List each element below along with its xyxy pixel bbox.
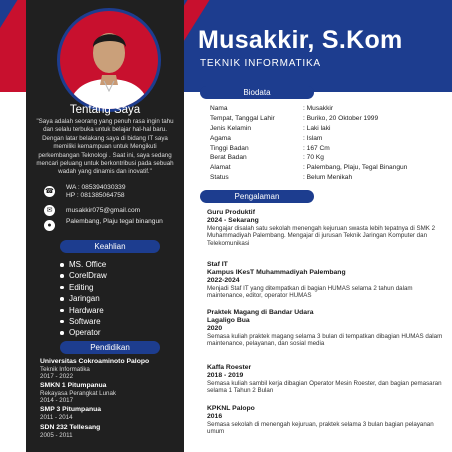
contact-address — [44, 218, 182, 236]
contact-phone — [44, 184, 182, 202]
experience-item: Guru Produktif 2024 - Sekarang Mengajar disalah satu sekolah menengah kejuruan swasta lebih tepatnya di SMK 2 Muhammadiyah Palembang. Mengajar di jurusan Teknik Jaringan Komputer dan Telekomunikasi — [207, 209, 436, 247]
job-title: TEKNIK INFORMATIKA — [200, 58, 321, 69]
education-item: SMKN 1 Pitumpanua Rekayasa Perangkat Lunak 2014 - 2017 — [40, 382, 117, 405]
skill-item: Editing — [60, 282, 107, 293]
skills-list — [60, 259, 107, 339]
education-item: Universitas Cokroaminoto Palopo Teknik Informatika 2017 - 2022 — [40, 358, 150, 381]
experience-item: Praktek Magang di Bandar Udara Lagaligo Bua 2020 Semasa kuliah praktek magang selama 3 bulan di tempatkan dibagian HUMAS dalam maintenance, pelayanan, dan sosial media — [207, 309, 443, 348]
experience-item: Staf IT Kampus IKesT Muhammadiyah Palembang 2022-2024 Menjadi Staf IT yang ditempatkan di bagian HUMAS selama 2 tahun dalam maintenance, editor, operator HUMAS — [207, 261, 413, 300]
skill-item: Operator — [60, 327, 107, 338]
location-icon: ● — [44, 220, 55, 231]
education-item: SMP 3 Pitumpanua 2011 - 2014 — [40, 406, 102, 421]
phone-hp: HP : 081385064758 — [66, 192, 125, 199]
experience-title: Pengalaman — [200, 190, 314, 203]
skill-item: CorelDraw — [60, 270, 107, 281]
profile-photo — [57, 8, 161, 112]
skill-item: Software — [60, 316, 107, 327]
phone-icon: ☎ — [45, 188, 54, 195]
education-item: SDN 232 Tellesang 2005 - 2011 — [40, 424, 101, 439]
person-avatar-icon — [60, 11, 158, 109]
about-text: "Saya adalah seorang yang penuh rasa ingin tahu dan selalu terbuka untuk belajar hal-hal baru. Dengan latar belakang saya di bidang IT saya memiliki kemampuan untuk Mengikuti perkembangan Teknologi . Saat ini, saya sedang mencari peluang untuk berkontribusi pada sebuah wadah yang dinamis dan inovatif." — [36, 118, 174, 176]
skill-item: MS. Office — [60, 259, 107, 270]
address-text: Palembang, Plaju tegal binangun — [66, 218, 163, 225]
skills-title: Keahlian — [60, 240, 160, 253]
email-text[interactable]: musakkir075@gmail.com — [66, 207, 141, 214]
about-title: Tentang Saya — [69, 104, 141, 116]
biodata-title: Biodata — [200, 86, 314, 99]
contact-email[interactable] — [44, 205, 182, 215]
phone-wa: WA : 085394030339 — [66, 184, 126, 191]
mail-icon: ✉ — [44, 205, 55, 216]
skill-item: Jaringan — [60, 293, 107, 304]
experience-item: KPKNL Palopo 2016 Semasa sekolah di menengah kejuruan, praktek selama 3 bulan bagian pelayanan umum — [207, 405, 434, 436]
skill-item: Hardware — [60, 305, 107, 316]
education-title: Pendidikan — [60, 341, 160, 354]
experience-item: Kaffa Roester 2018 - 2019 Semasa kuliah sambil kerja dibagian Operator Mesin Roester, dan bagian pemasaran selama 1 Tahun 2 Bulan — [207, 364, 442, 395]
person-name: Musakkir, S.Kom — [198, 26, 403, 54]
